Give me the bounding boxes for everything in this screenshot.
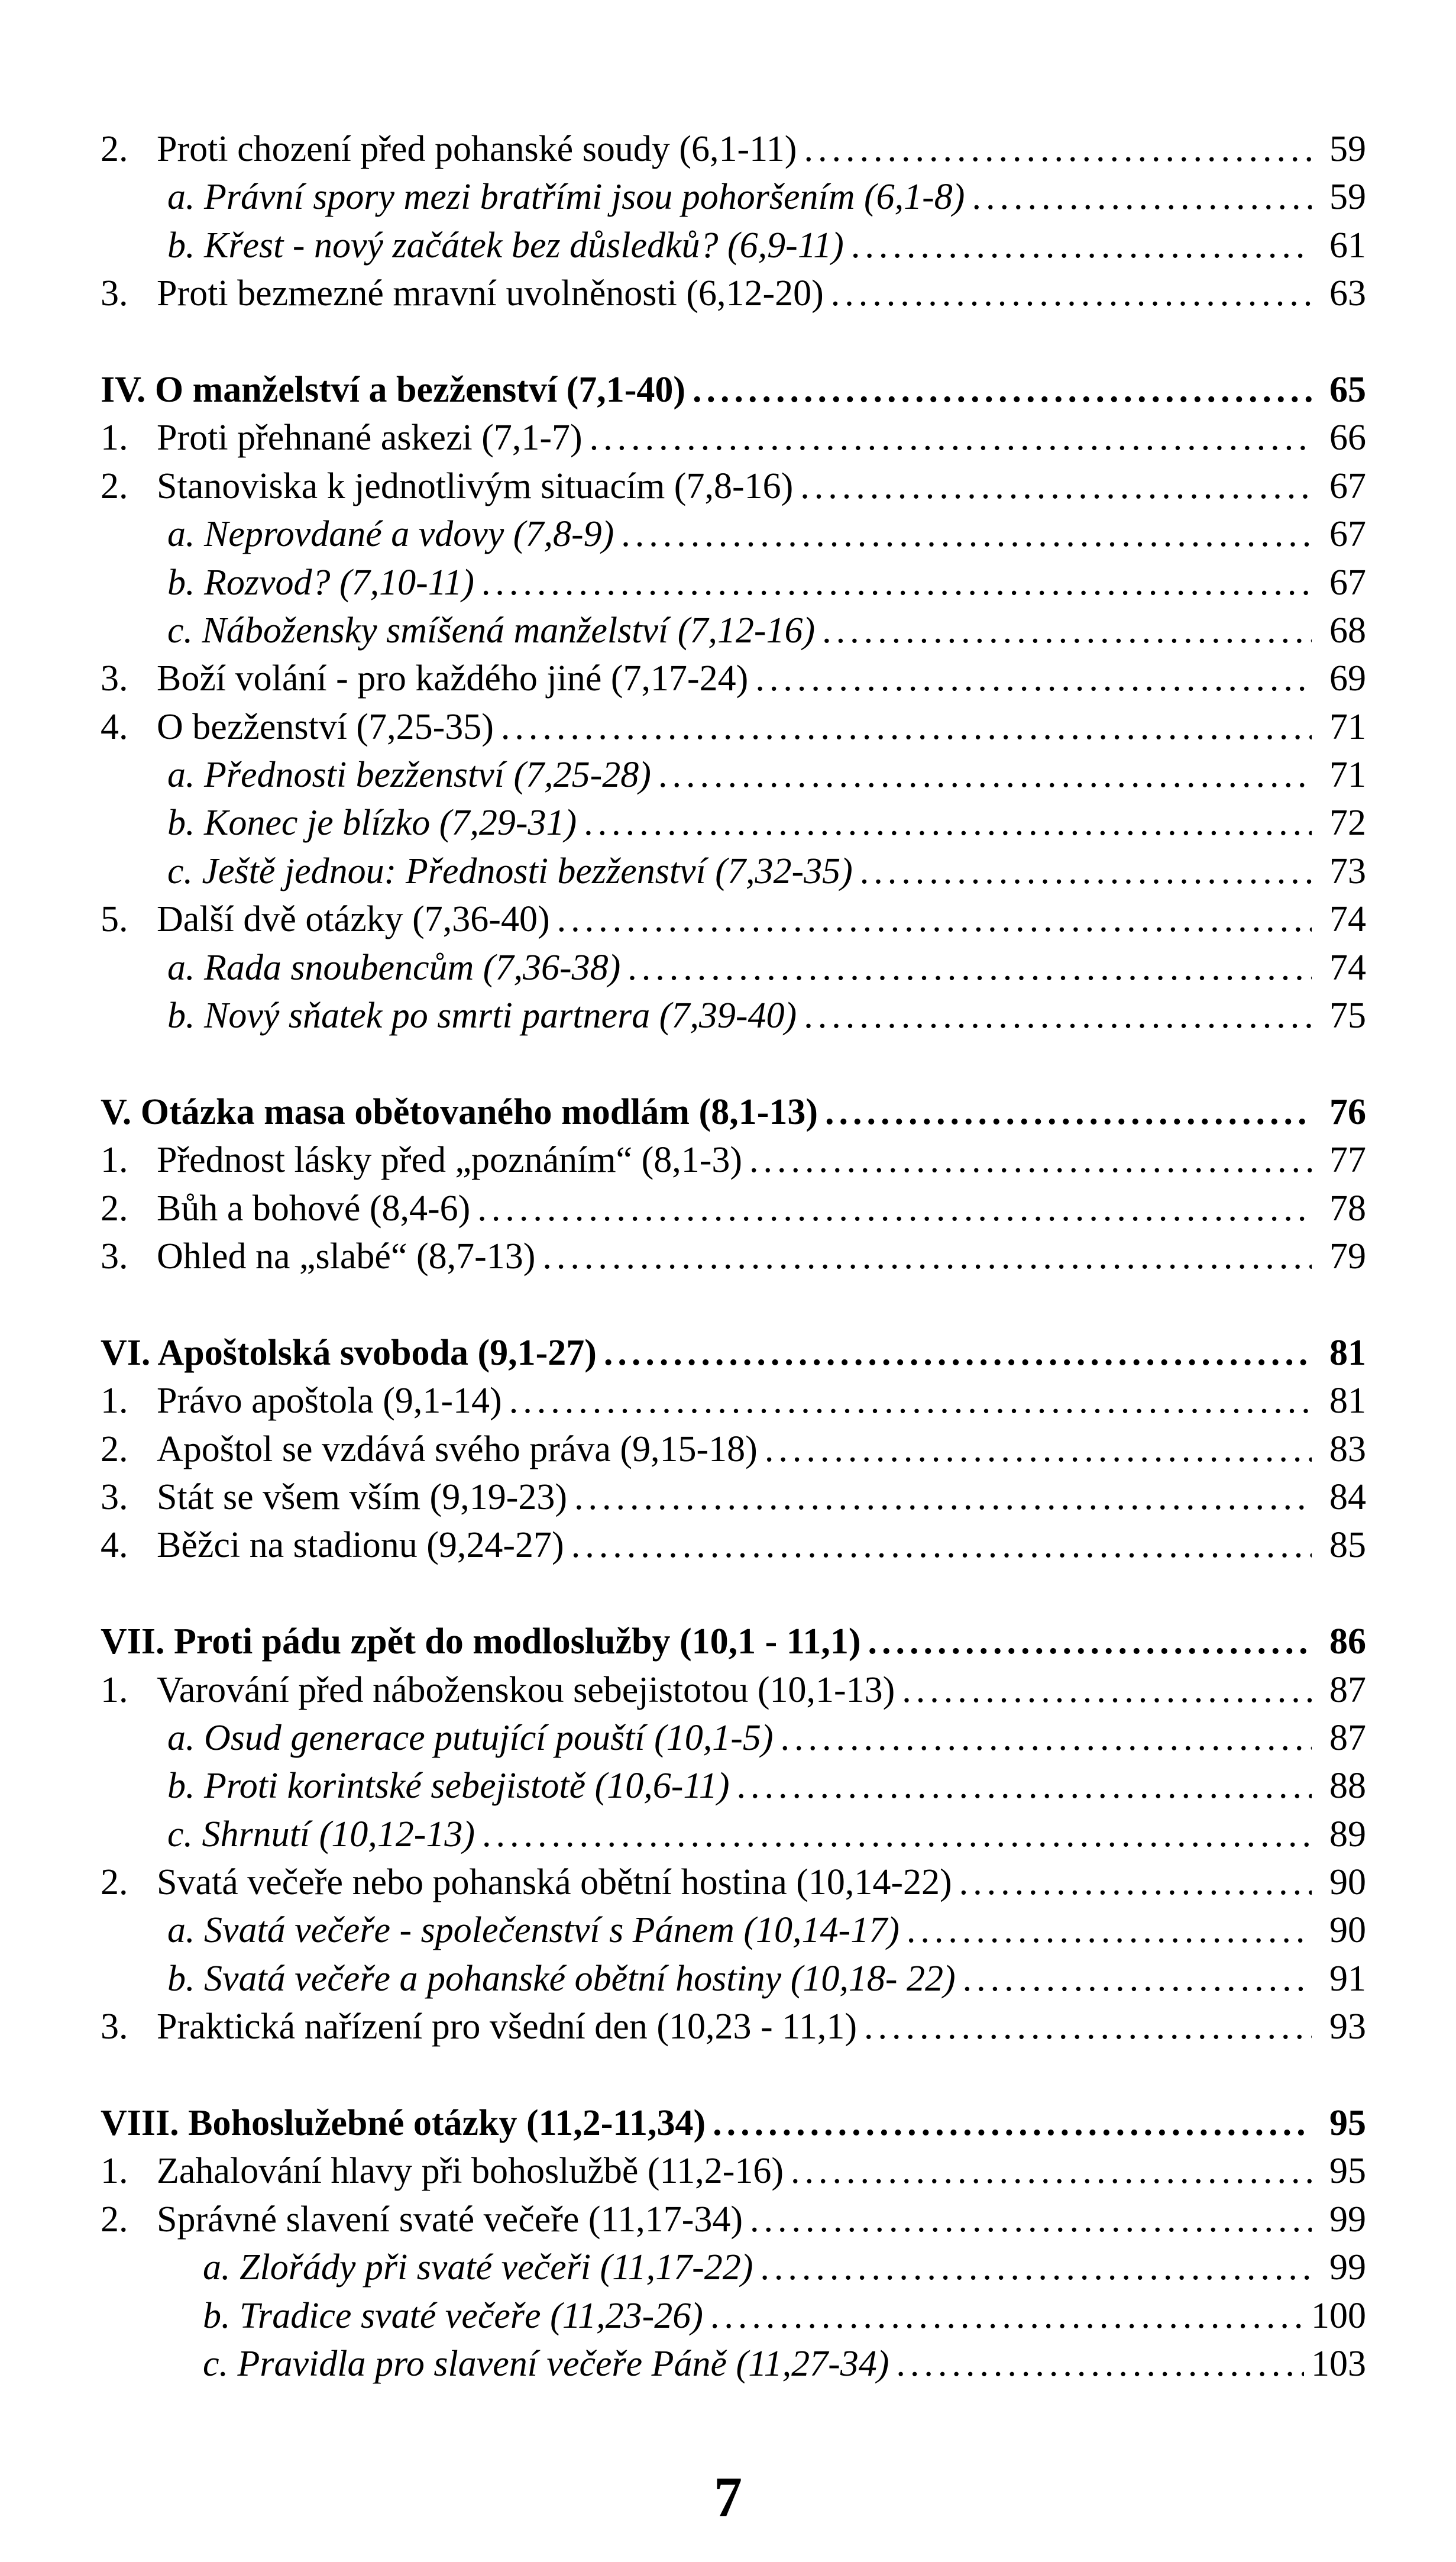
dot-leader: [791, 2147, 1312, 2195]
toc-entry: [101, 1859, 1366, 1907]
toc-entry: [101, 1426, 1366, 1474]
page-number: 7: [714, 2465, 742, 2528]
dot-leader: [800, 463, 1312, 511]
toc-entry-title: b. Tradice svaté večeře (11,23-26): [203, 2295, 703, 2336]
toc-entry-number: 3.: [101, 1236, 128, 1277]
dot-leader: [501, 703, 1312, 751]
toc-page-number: 69: [1329, 658, 1366, 699]
toc-entry-title: Zahalování hlavy při bohoslužbě (11,2-16): [157, 2151, 784, 2192]
toc-page-number: 65: [1329, 369, 1366, 410]
dot-leader: [749, 1136, 1312, 1184]
toc-entry: [101, 1907, 1366, 1954]
dot-leader: [959, 1859, 1312, 1907]
toc-page-number: 74: [1329, 947, 1366, 988]
toc-entry-title: a. Přednosti bezženství (7,25-28): [167, 755, 651, 796]
toc-page-number: 86: [1329, 1621, 1366, 1662]
dot-leader: [868, 1618, 1312, 1666]
dot-leader: [781, 1714, 1312, 1762]
toc-entry-number: 3.: [101, 658, 128, 699]
toc-entry-title: Stát se všem vším (9,19-23): [157, 1477, 567, 1517]
toc-entry-number: 3.: [101, 273, 128, 314]
toc-entry: [101, 1185, 1366, 1233]
toc-page-number: 77: [1329, 1140, 1366, 1181]
toc-entry-number: 3.: [101, 1477, 128, 1517]
dot-leader: [482, 1811, 1312, 1859]
toc-entry-title: Další dvě otázky (7,36-40): [157, 899, 550, 940]
dot-leader: [896, 2340, 1304, 2388]
toc-page-number: 59: [1329, 177, 1366, 218]
toc-page-number: 67: [1329, 466, 1366, 506]
toc-entry: [101, 896, 1366, 944]
toc-entry: [101, 270, 1366, 318]
toc-entry: [101, 1377, 1366, 1425]
section-gap: [101, 1570, 1366, 1618]
toc-entry: [101, 992, 1366, 1040]
toc-entry-number: 3.: [101, 2007, 128, 2047]
toc-entry: [101, 2003, 1366, 2051]
toc-entry: [101, 1714, 1366, 1762]
toc-entry: [101, 848, 1366, 896]
section-gap: [101, 1040, 1366, 1088]
toc-page-number: 91: [1329, 1958, 1366, 1999]
toc-page-number: 95: [1329, 2151, 1366, 2192]
dot-leader: [693, 366, 1312, 414]
dot-leader: [907, 1907, 1312, 1954]
dot-leader: [860, 848, 1312, 896]
toc-entry: [101, 1762, 1366, 1810]
toc-entry-title: Proti přehnané askezi (7,1-7): [157, 418, 583, 458]
dot-leader: [963, 1955, 1312, 2003]
toc-page-number: 89: [1329, 1814, 1366, 1855]
toc-entry: [101, 1666, 1366, 1714]
toc-entry: [101, 751, 1366, 799]
toc-entry-number: 2.: [101, 1429, 128, 1469]
toc-entry-number: 2.: [101, 466, 128, 506]
dot-leader: [902, 1666, 1312, 1714]
toc-entry-title: c. Nábožensky smíšená manželství (7,12-16): [167, 610, 816, 651]
toc-entry-title: Ohled na „slabé“ (8,7-13): [157, 1236, 536, 1277]
toc-page-number: 75: [1329, 996, 1366, 1036]
toc-entry-number: 4.: [101, 1525, 128, 1566]
toc-page-number: 90: [1329, 1862, 1366, 1903]
toc-entry-title: Správné slavení svaté večeře (11,17-34): [157, 2199, 743, 2240]
toc-page-number: 93: [1329, 2007, 1366, 2047]
toc-entry: [101, 414, 1366, 462]
dot-leader: [831, 270, 1312, 318]
toc-entry: [101, 125, 1366, 173]
toc-page-number: 81: [1329, 1332, 1366, 1373]
toc-entry-title: b. Svatá večeře a pohanské obětní hostiny (10,18- 22): [167, 1958, 956, 1999]
toc-entry: [101, 655, 1366, 703]
dot-leader: [584, 799, 1312, 847]
toc-page-number: 87: [1329, 1717, 1366, 1758]
dot-leader: [571, 1521, 1312, 1569]
toc-entry: [101, 799, 1366, 847]
toc-entry-title: c. Shrnutí (10,12-13): [167, 1814, 475, 1855]
toc-entry-title: a. Právní spory mezi bratřími jsou pohoršením (6,1-8): [167, 177, 965, 218]
toc-page-number: 100: [1311, 2295, 1366, 2336]
toc-entry-number: 4.: [101, 706, 128, 747]
dot-leader: [710, 2292, 1304, 2340]
toc-page-number: 61: [1329, 225, 1366, 266]
dot-leader: [822, 607, 1312, 655]
toc-section-heading: [101, 366, 1366, 414]
toc-entry-title: Stanoviska k jednotlivým situacím (7,8-16): [157, 466, 794, 506]
toc-page-number: 84: [1329, 1477, 1366, 1517]
toc-entry-title: b. Rozvod? (7,10-11): [167, 562, 474, 603]
dot-leader: [509, 1377, 1312, 1425]
toc-entry-number: 2.: [101, 129, 128, 169]
toc-page-number: 71: [1329, 755, 1366, 796]
toc-entry-title: Boží volání - pro každého jiné (7,17-24): [157, 658, 749, 699]
toc-section-heading: [101, 1618, 1366, 1666]
toc-entry: [101, 1233, 1366, 1281]
toc-page-number: 67: [1329, 562, 1366, 603]
toc-page-number: 78: [1329, 1188, 1366, 1229]
toc-entry: [101, 2147, 1366, 2195]
toc-entry-title: Proti bezmezné mravní uvolněnosti (6,12-20): [157, 273, 824, 314]
toc-entry-title: a. Osud generace putující pouští (10,1-5): [167, 1717, 774, 1758]
dot-leader: [851, 222, 1312, 270]
toc-section-heading: [101, 2099, 1366, 2147]
toc-entry-number: 1.: [101, 1140, 128, 1181]
dot-leader: [658, 751, 1312, 799]
toc-page-number: 67: [1329, 514, 1366, 555]
toc-entry-title: Apoštol se vzdává svého práva (9,15-18): [157, 1429, 758, 1469]
toc-page-number: 74: [1329, 899, 1366, 940]
toc-entry-title: b. Nový sňatek po smrti partnera (7,39-40): [167, 996, 797, 1036]
toc-page-number: 72: [1329, 803, 1366, 844]
toc-page-number: 81: [1329, 1381, 1366, 1421]
toc-page-number: 88: [1329, 1766, 1366, 1807]
toc-page-number: 79: [1329, 1236, 1366, 1277]
toc-entry-title: Přednost lásky před „poznáním“ (8,1-3): [157, 1140, 743, 1181]
dot-leader: [481, 559, 1312, 607]
dot-leader: [590, 414, 1312, 462]
dot-leader: [760, 2244, 1312, 2292]
toc-page-number: 95: [1329, 2103, 1366, 2144]
toc-page-number: 68: [1329, 610, 1366, 651]
toc-entry: [101, 1474, 1366, 1521]
dot-leader: [713, 2099, 1312, 2147]
dot-leader: [765, 1426, 1312, 1474]
toc-page-number: 71: [1329, 706, 1366, 747]
toc-page-number: 63: [1329, 273, 1366, 314]
toc-entry: [101, 2340, 1366, 2388]
toc-entry: [101, 463, 1366, 511]
toc-entry-number: 1.: [101, 418, 128, 458]
dot-leader: [542, 1233, 1312, 1281]
toc-page-number: 103: [1311, 2343, 1366, 2384]
toc-entry-title: Svatá večeře nebo pohanská obětní hostina (10,14-22): [157, 1862, 952, 1903]
toc-page-number: 73: [1329, 851, 1366, 891]
toc-page-number: 76: [1329, 1091, 1366, 1132]
toc-entry-title: b. Konec je blízko (7,29-31): [167, 803, 577, 844]
toc-entry: [101, 944, 1366, 992]
toc-entry: [101, 2292, 1366, 2340]
toc-entry-number: 2.: [101, 2199, 128, 2240]
toc-page-number: 99: [1329, 2199, 1366, 2240]
toc-entry: [101, 2244, 1366, 2292]
toc-entry-title: VIII. Bohoslužebné otázky (11,2-11,34): [101, 2103, 706, 2144]
dot-leader: [736, 1762, 1312, 1810]
toc-entry-title: a. Neprovdané a vdovy (7,8-9): [167, 514, 614, 555]
section-gap: [101, 318, 1366, 366]
toc-entry-title: Právo apoštola (9,1-14): [157, 1381, 502, 1421]
toc-page-number: 59: [1329, 129, 1366, 169]
toc-entry-title: IV. O manželství a bezženství (7,1-40): [101, 369, 686, 410]
toc-entry-title: Varování před náboženskou sebejistotou (10,1-13): [157, 1669, 895, 1710]
section-gap: [101, 1281, 1366, 1329]
toc-entry-title: a. Zlořády při svaté večeři (11,17-22): [203, 2247, 753, 2288]
dot-leader: [825, 1088, 1312, 1136]
toc-entry-title: Praktická nařízení pro všední den (10,23 - 11,1): [157, 2007, 857, 2047]
toc-entry-title: b. Proti korintské sebejistotě (10,6-11): [167, 1766, 730, 1807]
toc-entry-title: V. Otázka masa obětovaného modlám (8,1-13): [101, 1091, 818, 1132]
dot-leader: [864, 2003, 1312, 2051]
section-gap: [101, 2051, 1366, 2099]
dot-leader: [574, 1474, 1312, 1521]
toc-entry-title: Běžci na stadionu (9,24-27): [157, 1525, 564, 1566]
toc-page-number: 83: [1329, 1429, 1366, 1469]
table-of-contents: [101, 125, 1366, 2388]
toc-section-heading: [101, 1088, 1366, 1136]
toc-entry: [101, 173, 1366, 221]
dot-leader: [604, 1329, 1312, 1377]
dot-leader: [621, 511, 1312, 558]
dot-leader: [804, 992, 1312, 1040]
toc-entry-title: c. Pravidla pro slavení večeře Páně (11,27-34): [203, 2343, 889, 2384]
toc-entry: [101, 607, 1366, 655]
toc-entry-title: VI. Apoštolská svoboda (9,1-27): [101, 1332, 597, 1373]
toc-entry: [101, 1811, 1366, 1859]
toc-entry: [101, 1136, 1366, 1184]
dot-leader: [804, 125, 1312, 173]
toc-entry-number: 5.: [101, 899, 128, 940]
toc-page-number: 66: [1329, 418, 1366, 458]
toc-entry-number: 2.: [101, 1862, 128, 1903]
toc-entry: [101, 703, 1366, 751]
toc-page-number: 87: [1329, 1669, 1366, 1710]
dot-leader: [557, 896, 1312, 944]
dot-leader: [477, 1185, 1312, 1233]
toc-entry-title: VII. Proti pádu zpět do modloslužby (10,1 - 11,1): [101, 1621, 861, 1662]
toc-entry: [101, 2196, 1366, 2244]
dot-leader: [755, 655, 1312, 703]
toc-entry: [101, 1955, 1366, 2003]
toc-entry: [101, 559, 1366, 607]
toc-entry-number: 1.: [101, 2151, 128, 2192]
toc-page-number: 90: [1329, 1910, 1366, 1951]
toc-entry-number: 1.: [101, 1381, 128, 1421]
dot-leader: [627, 944, 1312, 992]
toc-entry-title: Bůh a bohové (8,4-6): [157, 1188, 471, 1229]
toc-entry: [101, 222, 1366, 270]
toc-entry-title: O bezženství (7,25-35): [157, 706, 494, 747]
toc-entry-title: Proti chození před pohanské soudy (6,1-11): [157, 129, 797, 169]
toc-entry-number: 2.: [101, 1188, 128, 1229]
toc-entry: [101, 1521, 1366, 1569]
toc-entry-title: a. Rada snoubencům (7,36-38): [167, 947, 621, 988]
toc-entry: [101, 511, 1366, 558]
toc-entry-number: 1.: [101, 1669, 128, 1710]
dot-leader: [972, 173, 1312, 221]
toc-page-number: 99: [1329, 2247, 1366, 2288]
toc-entry-title: a. Svatá večeře - společenství s Pánem (10,14-17): [167, 1910, 900, 1951]
toc-entry-title: b. Křest - nový začátek bez důsledků? (6,9-11): [167, 225, 844, 266]
toc-section-heading: [101, 1329, 1366, 1377]
dot-leader: [750, 2196, 1312, 2244]
toc-entry-title: c. Ještě jednou: Přednosti bezženství (7,32-35): [167, 851, 853, 891]
toc-page-number: 85: [1329, 1525, 1366, 1566]
